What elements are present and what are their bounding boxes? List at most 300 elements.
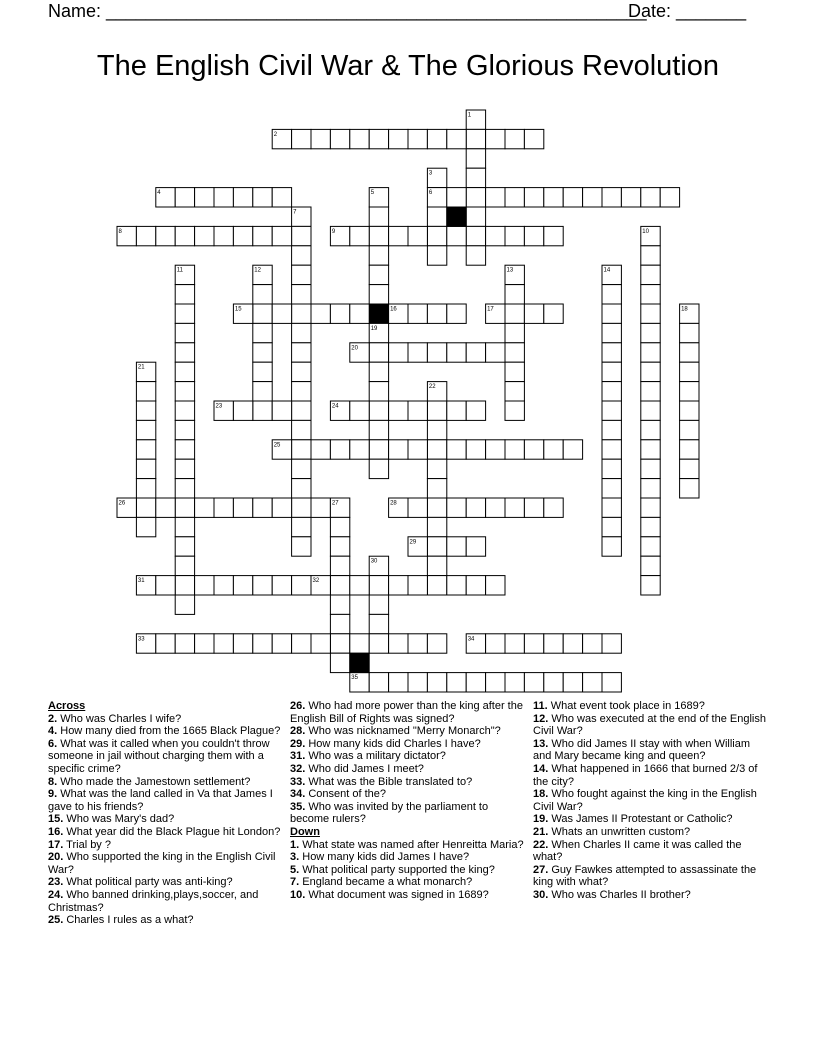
grid-cell[interactable] — [175, 459, 194, 478]
grid-cell[interactable] — [563, 634, 582, 653]
clue-item — [48, 876, 283, 889]
grid-cell[interactable] — [350, 634, 369, 653]
grid-cell[interactable] — [175, 285, 194, 304]
grid-cell[interactable] — [583, 634, 602, 653]
grid-cell[interactable] — [389, 440, 408, 459]
grid-cell[interactable] — [524, 304, 543, 323]
grid-cell[interactable] — [641, 323, 660, 342]
grid-cell[interactable] — [505, 382, 524, 401]
grid-cell[interactable] — [272, 226, 291, 245]
grid-cell[interactable] — [136, 401, 155, 420]
grid-cell[interactable] — [427, 129, 446, 148]
grid-cell[interactable] — [292, 362, 311, 381]
grid-cell[interactable] — [253, 285, 272, 304]
grid-cell[interactable] — [253, 576, 272, 595]
grid-cell[interactable] — [330, 517, 349, 536]
grid-cell[interactable] — [505, 440, 524, 459]
grid-cell[interactable] — [389, 226, 408, 245]
grid-cell[interactable] — [369, 634, 388, 653]
grid-cell[interactable] — [427, 517, 446, 536]
grid-cell[interactable] — [505, 634, 524, 653]
grid-cell[interactable] — [505, 498, 524, 517]
grid-cell[interactable] — [195, 226, 214, 245]
grid-cell[interactable] — [156, 576, 175, 595]
grid-cell[interactable] — [272, 634, 291, 653]
grid-cell[interactable] — [136, 517, 155, 536]
grid-cell[interactable] — [583, 673, 602, 692]
grid-cell[interactable] — [641, 420, 660, 439]
grid-cell[interactable] — [156, 498, 175, 517]
grid-cell[interactable] — [253, 188, 272, 207]
grid-cell[interactable] — [292, 576, 311, 595]
grid-cell[interactable] — [563, 440, 582, 459]
grid-cell[interactable] — [175, 362, 194, 381]
grid-cell[interactable] — [447, 304, 466, 323]
grid-cell[interactable] — [389, 129, 408, 148]
grid-cell[interactable] — [680, 362, 699, 381]
grid-cell[interactable] — [544, 634, 563, 653]
grid-cell[interactable] — [369, 207, 388, 226]
grid-cell[interactable] — [486, 188, 505, 207]
clue-item-number: 6. — [48, 737, 58, 750]
grid-cell[interactable] — [427, 673, 446, 692]
grid-cell[interactable] — [602, 440, 621, 459]
grid-cell[interactable] — [505, 285, 524, 304]
grid-cell[interactable] — [311, 129, 330, 148]
grid-cell[interactable] — [544, 304, 563, 323]
grid-cell[interactable] — [447, 440, 466, 459]
grid-cell[interactable] — [602, 285, 621, 304]
across-heading: Across — [48, 700, 86, 712]
grid-cell[interactable] — [680, 323, 699, 342]
grid-cell[interactable] — [524, 226, 543, 245]
grid-cell[interactable] — [641, 459, 660, 478]
grid-cell[interactable] — [175, 188, 194, 207]
grid-cell[interactable] — [641, 362, 660, 381]
grid-cell[interactable] — [136, 479, 155, 498]
grid-cell[interactable] — [350, 401, 369, 420]
grid-cell[interactable] — [175, 420, 194, 439]
grid-cell[interactable] — [292, 226, 311, 245]
grid-cell[interactable] — [447, 129, 466, 148]
grid-cell[interactable] — [641, 576, 660, 595]
grid-cell[interactable] — [447, 576, 466, 595]
grid-cell[interactable] — [641, 188, 660, 207]
grid-cell[interactable] — [427, 401, 446, 420]
grid-cell[interactable] — [369, 614, 388, 633]
grid-cell[interactable] — [175, 382, 194, 401]
grid-cell[interactable] — [389, 343, 408, 362]
grid-cell[interactable] — [447, 537, 466, 556]
grid-cell[interactable] — [466, 149, 485, 168]
grid-cell[interactable] — [330, 634, 349, 653]
grid-cell[interactable] — [641, 265, 660, 284]
grid-cell[interactable] — [447, 226, 466, 245]
grid-cell[interactable] — [427, 440, 446, 459]
grid-cell[interactable] — [602, 459, 621, 478]
grid-cell[interactable] — [175, 323, 194, 342]
grid-cell[interactable] — [253, 498, 272, 517]
grid-cell[interactable] — [602, 420, 621, 439]
grid-cell[interactable] — [175, 517, 194, 536]
grid-cell[interactable] — [214, 188, 233, 207]
grid-cell[interactable] — [292, 382, 311, 401]
grid-cell[interactable] — [292, 420, 311, 439]
grid-cell[interactable] — [369, 362, 388, 381]
grid-cell[interactable] — [350, 440, 369, 459]
grid-cell[interactable] — [292, 498, 311, 517]
grid-cell[interactable] — [408, 440, 427, 459]
clue-item-number: 16. — [48, 825, 64, 838]
grid-cell[interactable] — [466, 343, 485, 362]
grid-cell[interactable] — [369, 246, 388, 265]
grid-cell[interactable] — [505, 188, 524, 207]
grid-cell[interactable] — [505, 401, 524, 420]
grid-cell[interactable] — [563, 188, 582, 207]
grid-cell[interactable] — [350, 304, 369, 323]
grid-cell[interactable] — [253, 382, 272, 401]
clue-item-text: What political party supported the king? — [299, 863, 495, 876]
grid-cell[interactable] — [330, 556, 349, 575]
grid-cell[interactable] — [195, 188, 214, 207]
grid-cell[interactable] — [156, 226, 175, 245]
clue-item — [290, 864, 526, 877]
grid-cell[interactable] — [427, 246, 446, 265]
clue-item-text: Who was nicknamed "Merry Monarch"? — [305, 725, 501, 738]
grid-cell[interactable] — [680, 382, 699, 401]
grid-cell[interactable] — [292, 634, 311, 653]
grid-cell[interactable] — [369, 576, 388, 595]
grid-cell[interactable] — [369, 401, 388, 420]
grid-cell[interactable] — [330, 614, 349, 633]
grid-cell[interactable] — [330, 440, 349, 459]
grid-cell[interactable] — [408, 498, 427, 517]
grid-cell[interactable] — [195, 634, 214, 653]
grid-cell[interactable] — [292, 459, 311, 478]
grid-cell[interactable] — [292, 129, 311, 148]
grid-cell[interactable] — [175, 537, 194, 556]
grid-cell[interactable] — [330, 129, 349, 148]
grid-cell[interactable] — [175, 401, 194, 420]
grid-cell[interactable] — [641, 517, 660, 536]
grid-cell[interactable] — [602, 498, 621, 517]
grid-cell[interactable] — [195, 498, 214, 517]
grid-cell[interactable] — [427, 420, 446, 439]
grid-cell[interactable] — [369, 673, 388, 692]
grid-cell[interactable] — [272, 401, 291, 420]
clue-item — [290, 801, 526, 826]
grid-cell[interactable] — [330, 304, 349, 323]
grid-cell[interactable] — [292, 323, 311, 342]
grid-cell[interactable] — [369, 285, 388, 304]
grid-cell[interactable] — [330, 537, 349, 556]
grid-cell[interactable] — [602, 188, 621, 207]
grid-cell[interactable] — [486, 440, 505, 459]
grid-cell[interactable] — [389, 673, 408, 692]
grid-cell[interactable] — [427, 343, 446, 362]
grid-cell[interactable] — [544, 673, 563, 692]
grid-cell[interactable] — [641, 479, 660, 498]
grid-cell[interactable] — [486, 129, 505, 148]
clue-item-text: England became a what monarch? — [299, 876, 473, 889]
grid-cell[interactable] — [680, 440, 699, 459]
grid-cell[interactable] — [350, 129, 369, 148]
grid-cell[interactable] — [175, 479, 194, 498]
grid-cell[interactable] — [272, 576, 291, 595]
grid-cell[interactable] — [641, 498, 660, 517]
grid-cell[interactable] — [175, 595, 194, 614]
grid-cell[interactable] — [486, 576, 505, 595]
grid-cell[interactable] — [466, 207, 485, 226]
grid-cell[interactable] — [563, 673, 582, 692]
grid-cell[interactable] — [524, 188, 543, 207]
grid-cell[interactable] — [253, 304, 272, 323]
grid-cell[interactable] — [680, 459, 699, 478]
grid-cell[interactable] — [544, 226, 563, 245]
grid-cell[interactable] — [136, 226, 155, 245]
grid-cell[interactable] — [641, 382, 660, 401]
grid-cell[interactable] — [466, 537, 485, 556]
grid-cell[interactable] — [602, 382, 621, 401]
grid-cell[interactable] — [447, 401, 466, 420]
grid-cell[interactable] — [408, 304, 427, 323]
grid-cell[interactable] — [253, 343, 272, 362]
grid-cell[interactable] — [602, 479, 621, 498]
grid-cell[interactable] — [292, 343, 311, 362]
grid-cell[interactable] — [408, 576, 427, 595]
grid-cell[interactable] — [292, 440, 311, 459]
grid-cell[interactable] — [641, 304, 660, 323]
grid-cell[interactable] — [389, 576, 408, 595]
grid-cell[interactable] — [505, 343, 524, 362]
grid-cell[interactable] — [408, 634, 427, 653]
grid-cell[interactable] — [641, 285, 660, 304]
grid-cell[interactable] — [641, 440, 660, 459]
grid-cell[interactable] — [369, 382, 388, 401]
grid-cell[interactable] — [447, 673, 466, 692]
grid-cell[interactable] — [253, 401, 272, 420]
grid-cell[interactable] — [195, 576, 214, 595]
grid-cell[interactable] — [427, 479, 446, 498]
grid-cell[interactable] — [408, 343, 427, 362]
grid-cell[interactable] — [486, 226, 505, 245]
grid-cell[interactable] — [253, 634, 272, 653]
grid-cell[interactable] — [641, 246, 660, 265]
grid-cell[interactable] — [292, 479, 311, 498]
grid-cell[interactable] — [524, 498, 543, 517]
grid-cell[interactable] — [311, 440, 330, 459]
grid-cell[interactable] — [680, 343, 699, 362]
grid-cell[interactable] — [272, 188, 291, 207]
grid-cell[interactable] — [524, 673, 543, 692]
grid-cell[interactable] — [389, 401, 408, 420]
grid-cell[interactable] — [233, 188, 252, 207]
grid-cell[interactable] — [427, 634, 446, 653]
grid-cell[interactable] — [233, 498, 252, 517]
grid-cell[interactable] — [486, 673, 505, 692]
grid-cell[interactable] — [369, 595, 388, 614]
grid-cell[interactable] — [486, 498, 505, 517]
grid-cell[interactable] — [466, 188, 485, 207]
grid-cell[interactable] — [311, 498, 330, 517]
grid-cell[interactable] — [486, 343, 505, 362]
clue-item-number: 33. — [290, 775, 306, 788]
grid-cell[interactable] — [369, 343, 388, 362]
grid-cell[interactable] — [175, 440, 194, 459]
grid-cell[interactable] — [369, 440, 388, 459]
grid-cell[interactable] — [602, 362, 621, 381]
grid-cell[interactable] — [505, 362, 524, 381]
grid-cell[interactable] — [602, 401, 621, 420]
clue-number: 7 — [293, 209, 297, 216]
grid-cell[interactable] — [466, 440, 485, 459]
grid-cell[interactable] — [253, 323, 272, 342]
grid-cell[interactable] — [253, 226, 272, 245]
grid-cell[interactable] — [621, 188, 640, 207]
grid-cell[interactable] — [350, 576, 369, 595]
grid-cell[interactable] — [427, 576, 446, 595]
grid-cell[interactable] — [583, 188, 602, 207]
grid-cell[interactable] — [466, 498, 485, 517]
grid-cell[interactable] — [602, 304, 621, 323]
grid-cell[interactable] — [408, 129, 427, 148]
grid-cell[interactable] — [292, 401, 311, 420]
grid-cell[interactable] — [311, 634, 330, 653]
grid-cell[interactable] — [233, 401, 252, 420]
grid-cell[interactable] — [466, 226, 485, 245]
grid-cell[interactable] — [272, 304, 291, 323]
grid-cell[interactable] — [680, 401, 699, 420]
grid-cell[interactable] — [641, 401, 660, 420]
grid-cell[interactable] — [544, 440, 563, 459]
clue-number: 1 — [467, 112, 472, 119]
grid-cell[interactable] — [369, 459, 388, 478]
grid-cell[interactable] — [175, 343, 194, 362]
grid-cell[interactable] — [466, 168, 485, 187]
grid-cell[interactable] — [408, 226, 427, 245]
grid-cell[interactable] — [233, 634, 252, 653]
grid-cell[interactable] — [330, 653, 349, 672]
grid-cell[interactable] — [214, 226, 233, 245]
grid-cell[interactable] — [466, 129, 485, 148]
grid-cell[interactable] — [253, 362, 272, 381]
grid-cell[interactable] — [602, 323, 621, 342]
grid-cell[interactable] — [505, 226, 524, 245]
grid-cell[interactable] — [292, 517, 311, 536]
grid-cell[interactable] — [524, 129, 543, 148]
grid-cell[interactable] — [292, 537, 311, 556]
grid-cell[interactable] — [175, 498, 194, 517]
grid-cell[interactable] — [602, 673, 621, 692]
clue-item-number: 35. — [290, 800, 306, 813]
grid-cell[interactable] — [389, 634, 408, 653]
grid-cell[interactable] — [214, 634, 233, 653]
grid-cell[interactable] — [641, 537, 660, 556]
clue-item — [290, 763, 526, 776]
grid-cell[interactable] — [544, 498, 563, 517]
grid-cell[interactable] — [505, 673, 524, 692]
grid-cell[interactable] — [292, 285, 311, 304]
grid-cell[interactable] — [427, 459, 446, 478]
grid-cell[interactable] — [369, 129, 388, 148]
grid-cell[interactable] — [369, 226, 388, 245]
grid-cell[interactable] — [447, 188, 466, 207]
grid-cell[interactable] — [330, 595, 349, 614]
grid-cell[interactable] — [505, 129, 524, 148]
grid-cell[interactable] — [641, 556, 660, 575]
grid-cell[interactable] — [466, 246, 485, 265]
clue-number: 10 — [642, 228, 649, 235]
grid-cell[interactable] — [369, 265, 388, 284]
grid-cell[interactable] — [292, 246, 311, 265]
grid-cell[interactable] — [175, 226, 194, 245]
grid-cell[interactable] — [505, 323, 524, 342]
grid-cell[interactable] — [350, 226, 369, 245]
grid-cell[interactable] — [524, 634, 543, 653]
grid-cell[interactable] — [466, 576, 485, 595]
grid-cell[interactable] — [447, 343, 466, 362]
grid-cell[interactable] — [408, 401, 427, 420]
grid-cell[interactable] — [505, 304, 524, 323]
grid-cell[interactable] — [641, 343, 660, 362]
grid-cell[interactable] — [602, 537, 621, 556]
grid-cell[interactable] — [447, 498, 466, 517]
grid-cell[interactable] — [136, 440, 155, 459]
grid-cell[interactable] — [427, 207, 446, 226]
grid-cell[interactable] — [466, 673, 485, 692]
grid-cell[interactable] — [311, 304, 330, 323]
grid-cell[interactable] — [292, 265, 311, 284]
grid-cell[interactable] — [408, 673, 427, 692]
grid-cell[interactable] — [369, 420, 388, 439]
grid-cell[interactable] — [680, 420, 699, 439]
grid-cell[interactable] — [136, 459, 155, 478]
grid-cell[interactable] — [136, 498, 155, 517]
grid-cell[interactable] — [175, 576, 194, 595]
grid-cell[interactable] — [136, 382, 155, 401]
grid-cell[interactable] — [602, 517, 621, 536]
grid-cell[interactable] — [427, 226, 446, 245]
grid-cell[interactable] — [136, 420, 155, 439]
grid-cell[interactable] — [602, 343, 621, 362]
grid-cell[interactable] — [175, 556, 194, 575]
grid-cell[interactable] — [602, 634, 621, 653]
grid-cell[interactable] — [544, 188, 563, 207]
grid-cell[interactable] — [175, 304, 194, 323]
grid-cell[interactable] — [214, 576, 233, 595]
grid-cell[interactable] — [156, 634, 175, 653]
grid-cell[interactable] — [175, 634, 194, 653]
clue-item — [290, 725, 526, 738]
grid-cell[interactable] — [427, 498, 446, 517]
grid-cell[interactable] — [214, 498, 233, 517]
grid-cell[interactable] — [330, 576, 349, 595]
clue-number: 13 — [506, 267, 514, 274]
grid-cell[interactable] — [272, 498, 291, 517]
grid-cell[interactable] — [233, 226, 252, 245]
clue-item-number: 14. — [533, 762, 549, 775]
grid-cell[interactable] — [427, 556, 446, 575]
grid-cell[interactable] — [486, 634, 505, 653]
grid-cell[interactable] — [427, 304, 446, 323]
grid-cell[interactable] — [680, 479, 699, 498]
grid-cell[interactable] — [427, 537, 446, 556]
grid-cell[interactable] — [466, 401, 485, 420]
grid-cell[interactable] — [524, 440, 543, 459]
grid-cell[interactable] — [292, 304, 311, 323]
grid-cell[interactable] — [233, 576, 252, 595]
grid-cell[interactable] — [660, 188, 679, 207]
